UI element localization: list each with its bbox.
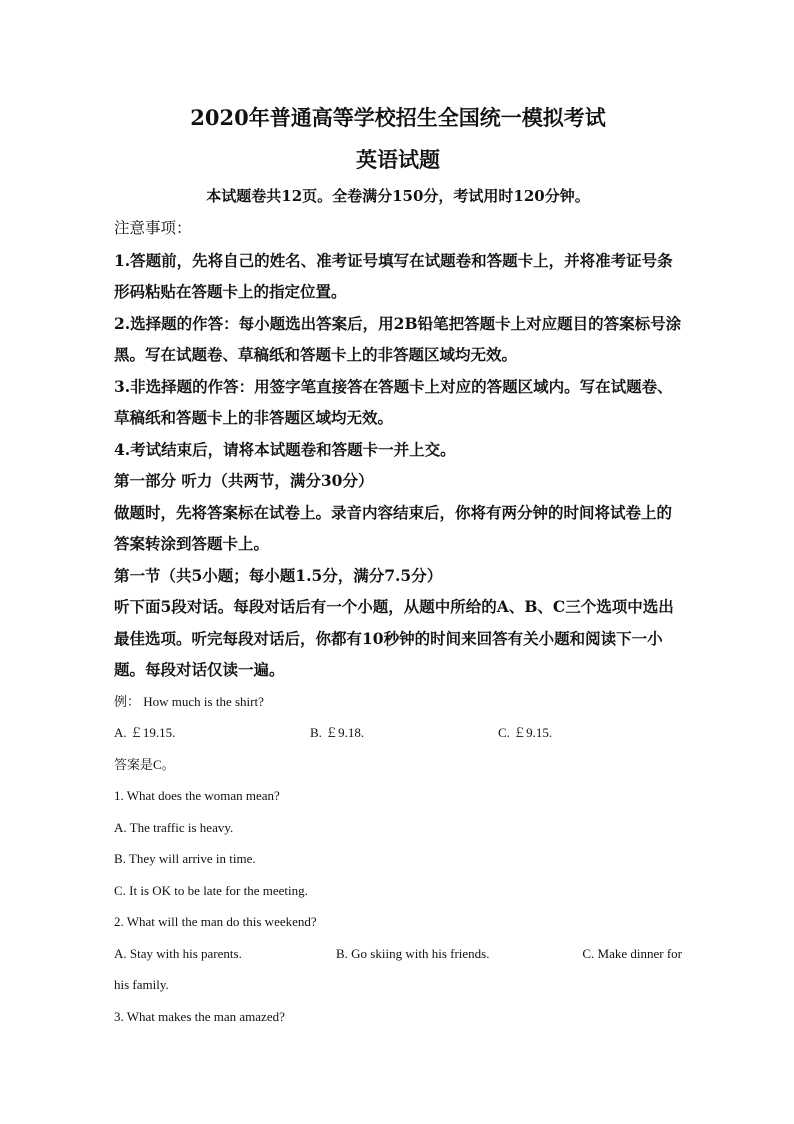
question-2-option-c-continued: his family. (114, 977, 169, 992)
note-item: 1.答题前，先将自己的姓名、准考证号填写在试题卷和答题卡上，并将准考证号条形码粘贴在答题卡上的指定位置。 (114, 250, 673, 301)
question-1: 1. What does the woman mean? (114, 788, 280, 803)
note-item: 2.选择题的作答：每小题选出答案后，用2B铅笔把答题卡上对应题目的答案标号涂黑。写在试题卷、草稿纸和答题卡上的非答题区域均无效。 (114, 313, 682, 364)
question-1-option-a: A. The traffic is heavy. (114, 819, 234, 835)
example-option-a: A. ￡19.15. (114, 725, 176, 740)
exam-subtitle: 英语试题 (356, 147, 440, 172)
part1-instruction: 做题时，先将答案标在试卷上。录音内容结束后，你将有两分钟的时间将试卷上的答案转涂到答题卡上。 (114, 502, 673, 553)
question-3: 3. What makes the man amazed? (114, 1008, 285, 1024)
section1-instruction: 听下面5段对话。每段对话后有一个小题，从题中所给的A、B、C三个选项中选出最佳选项。听完每段对话后，你都有10秒钟的时间来回答有关小题和阅读下一小题。每段对话仅读一遍。 (114, 597, 674, 679)
example-options (114, 717, 682, 749)
question-2-option-b: B. Go skiing with his friends. (336, 945, 490, 961)
note-item: 3.非选择题的作答：用签字笔直接答在答题卡上对应的答题区域内。写在试题卷、草稿纸和答题卡上的非答题区域均无效。 (114, 376, 673, 427)
example-option-b: B. ￡9.18. (310, 725, 365, 740)
question-1-option-c: C. It is OK to be late for the meeting. (114, 882, 308, 898)
example-answer: 答案是C。 (114, 756, 175, 772)
example-question: 例： How much is the shirt? (114, 693, 264, 709)
question-2: 2. What will the man do this weekend? (114, 914, 317, 929)
part1-heading: 第一部分 听力（共两节，满分30分） (114, 471, 374, 490)
question-1-option-b: B. They will arrive in time. (114, 851, 256, 866)
question-2-option-c: C. Make dinner for (582, 945, 682, 961)
question-2-options (114, 938, 682, 970)
section1-heading: 第一节（共5小题；每小题1.5分，满分7.5分） (114, 565, 443, 585)
example-option-c: C. ￡9.15. (498, 725, 553, 740)
exam-info: 本试题卷共12页。全卷满分150分，考试用时120分钟。 (206, 187, 590, 205)
notes-heading: 注意事项： (114, 219, 192, 237)
question-2-option-a: A. Stay with his parents. (114, 945, 242, 961)
note-item: 4.考试结束后，请将本试题卷和答题卡一并上交。 (114, 439, 456, 459)
exam-title: 2020年普通高等学校招生全国统一模拟考试 (190, 105, 606, 130)
